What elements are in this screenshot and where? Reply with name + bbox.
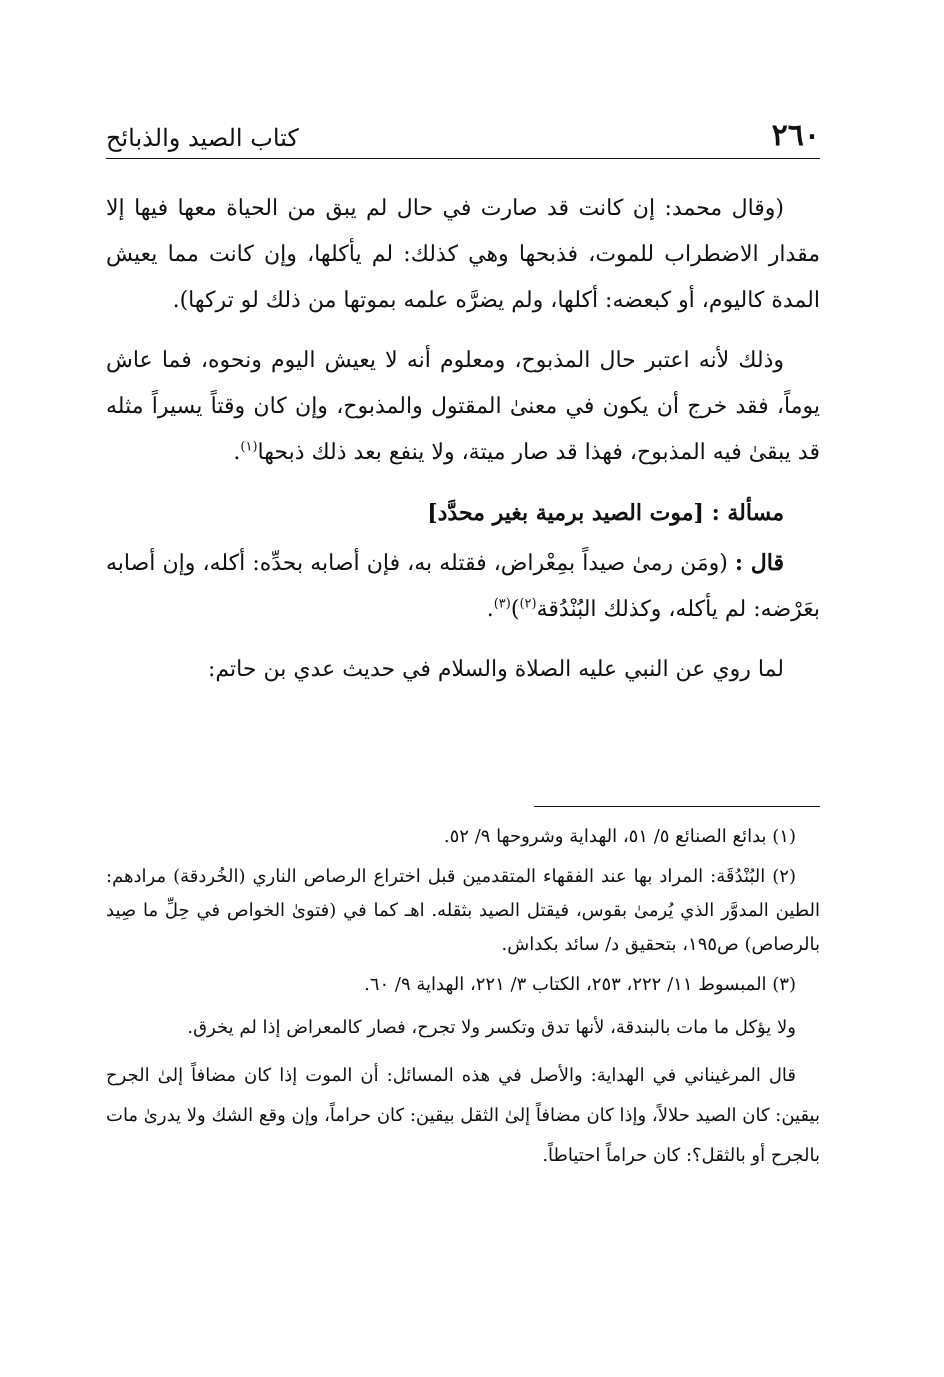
paragraph-1: (وقال محمد: إن كانت قد صارت في حال لم يبق من الحياة معها فيها إلا مقدار الاضطراب للموت، فذبحها وهي كذلك: لم يأكلها، وإن كانت مما يعيش المدة كاليوم، أو كبعضه: أكلها، ولم يضرَّه علمه بموتها من ذلك لو تركها).	[106, 196, 820, 313]
main-text	[106, 186, 820, 707]
issue-heading	[106, 490, 820, 536]
paragraph-3-end: .	[486, 597, 494, 622]
paragraph-3-close: )	[510, 597, 520, 622]
paragraph-3-text: (ومَن رمىٰ صيداً بمِعْراض، فقتله به، فإن أصابه بحدِّه: أكله، وإن أصابه بعَرْضه: لم يأكله، وكذلك البُنْدُقة	[106, 551, 820, 622]
paragraph-2	[106, 338, 820, 476]
footnote-ref-2: (٢)	[519, 596, 537, 612]
footnotes	[106, 820, 820, 1184]
footnote-commentary-2: قال المرغيناني في الهداية: والأصل في هذه المسائل: أن الموت إذا كان مضافاً إلىٰ الجرح بيقين: كان الصيد حلالاً، وإذا كان مضافاً إلىٰ الثقل بيقين: كان حراماً، وإن وقع الشك ولا يدرىٰ مات بالجرح أو بالثقل؟: كان حراماً احتياطاً.	[106, 1065, 820, 1166]
footnote-ref-1: (١)	[240, 439, 258, 455]
issue-title: [موت الصيد برمية بغير محدَّد]	[427, 500, 704, 526]
paragraph-4: لما روي عن النبي عليه الصلاة والسلام في حديث عدي بن حاتم:	[208, 657, 784, 682]
paragraph-2-text: وذلك لأنه اعتبر حال المذبوح، ومعلوم أنه لا يعيش اليوم ونحوه، فما عاش يوماً، فقد خرج أن يكون في معنىٰ المقتول والمذبوح، وإن كان وقتاً يسيراً مثله قد يبقىٰ فيه المذبوح، فهذا قد صار ميتة، ولا ينفع بعد ذلك ذبحها	[106, 348, 820, 465]
running-title: كتاب الصيد والذبائح	[106, 124, 299, 152]
footnote-1: (١) بدائع الصنائع ٥/ ٥١، الهداية وشروحها ٩/ ٥٢.	[443, 826, 796, 847]
paragraph-3	[106, 540, 820, 633]
issue-label: مسألة :	[711, 500, 784, 526]
footnote-commentary-1: ولا يؤكل ما مات بالبندقة، لأنها تدق وتكسر ولا تجرح، فصار كالمعراض إذا لم يخرق.	[187, 1017, 796, 1038]
page-header	[106, 112, 820, 159]
footnote-2: (٢) البُنْدُقَة: المراد بها عند الفقهاء المتقدمين قبل اختراع الرصاص الناري (الخُردقة) مرادهم: الطين المدوَّر الذي يُرمىٰ بقوس، فيقتل الصيد بثقله. اهـ كما في (فتوىٰ الخواص في حِلِّ ما صِيد بالرصاص) ص١٩٥، بتحقيق د/ سائد بكداش.	[106, 866, 820, 955]
paragraph-2-end: .	[233, 440, 241, 465]
qala-lead: قال :	[734, 550, 784, 576]
footnote-ref-3: (٣)	[493, 596, 511, 612]
footnote-separator	[534, 806, 820, 807]
footnote-3: (٣) المبسوط ١١/ ٢٢٢، ٢٥٣، الكتاب ٣/ ٢٢١، الهداية ٩/ ٦٠.	[364, 974, 796, 995]
page-number: ٢٦٠	[771, 118, 820, 153]
